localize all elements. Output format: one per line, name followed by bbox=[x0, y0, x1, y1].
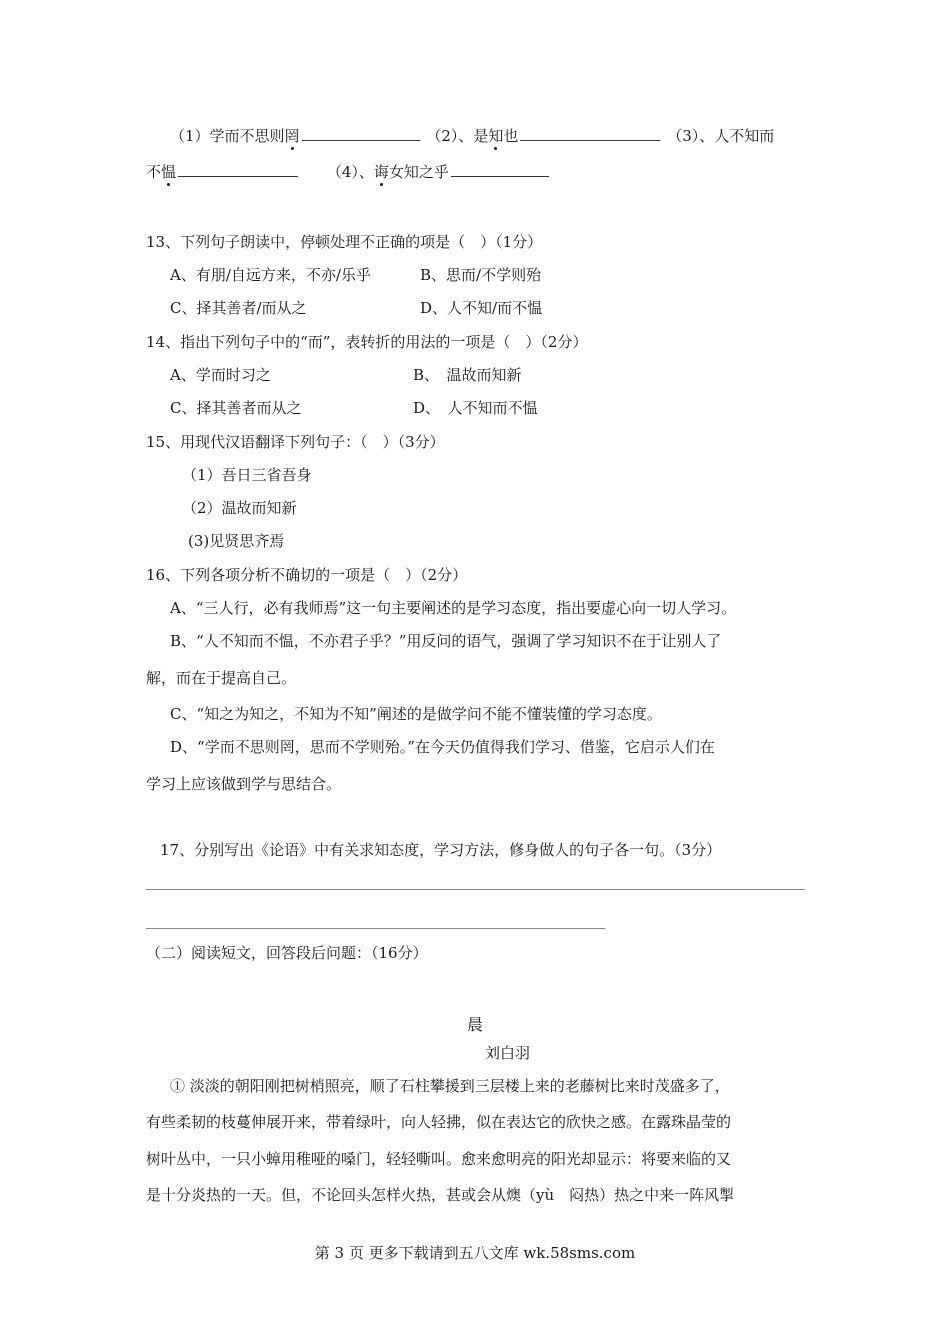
q12-fill-line-1 bbox=[170, 125, 774, 147]
q12-item2-suffix: 也 bbox=[503, 127, 519, 145]
q17-stem: 17、分别写出《论语》中有关求知态度，学习方法，修身做人的句子各一句。（3分） bbox=[160, 841, 722, 859]
q14-stem: 14、指出下列句子中的“而”，表转折的用法的一项是（ ）（2分） bbox=[146, 333, 588, 351]
q14-option-a: A、学而时习之 bbox=[170, 366, 271, 384]
essay-title: 晨 bbox=[466, 1015, 483, 1034]
q12-item3-cont: 不 bbox=[146, 163, 162, 181]
q14-option-d: D、 人不知而不愠 bbox=[413, 399, 538, 417]
q13-stem: 13、下列句子朗读中，停顿处理不正确的项是（ ）（1分） bbox=[146, 233, 543, 251]
q12-item2-char: 知 bbox=[488, 127, 504, 145]
essay-author: 刘白羽 bbox=[485, 1044, 531, 1062]
q13-option-b: B、思而/不学则殆 bbox=[420, 266, 542, 284]
q17-answer-line-2[interactable] bbox=[146, 928, 605, 929]
q12-fill-line-2 bbox=[146, 161, 551, 183]
q12-item3-blank[interactable] bbox=[178, 161, 298, 177]
q13-option-d: D、人不知/而不愠 bbox=[420, 299, 543, 317]
q12-item4-suffix: 女知之乎 bbox=[388, 163, 449, 181]
essay-paragraph-1-line-2: 有些柔韧的枝蔓伸展开来，带着绿叶，向人轻拂，似在表达它的欣快之感。在露珠晶莹的 bbox=[146, 1113, 732, 1131]
q12-item1-char: 罔 bbox=[284, 127, 300, 145]
q13-option-a: A、有朋/自远方来，不亦/乐乎 bbox=[170, 266, 371, 284]
essay-paragraph-1-line-3: 树叶丛中，一只小蟑用稚哑的嗓门，轻轻嘶叫。愈来愈明亮的阳光却显示：将要来临的又 bbox=[146, 1150, 732, 1168]
q12-item3-text: （3）、人不知而 bbox=[667, 127, 775, 145]
q12-item2-blank[interactable] bbox=[520, 125, 660, 141]
q15-sentence-1: （1）吾日三省吾身 bbox=[182, 466, 312, 484]
q16-option-d-line1: D、“学而不思则罔，思而不学则殆。”在今天仍值得我们学习、借鉴，它启示人们在 bbox=[170, 738, 715, 756]
q12-item2-prefix: （2）、是 bbox=[426, 127, 489, 145]
q12-item4-prefix: （4）、 bbox=[326, 163, 374, 181]
page-footer: 第 3 页 更多下载请到五八文库 wk.58sms.com bbox=[314, 1244, 636, 1262]
q15-sentence-3: (3)见贤思齐焉 bbox=[188, 532, 285, 550]
q12-item1-prefix: （1）学而不思则 bbox=[170, 127, 285, 145]
q12-item3-char: 愠 bbox=[161, 163, 177, 181]
q15-stem: 15、用现代汉语翻译下列句子：（ ）（3分） bbox=[146, 433, 445, 451]
q14-option-b: B、 温故而知新 bbox=[413, 366, 522, 384]
q14-option-c: C、择其善者而从之 bbox=[170, 399, 302, 417]
q15-sentence-2: （2）温故而知新 bbox=[182, 499, 297, 517]
q13-option-c: C、择其善者/而从之 bbox=[170, 299, 307, 317]
essay-paragraph-1-line-4: 是十分炎热的一天。但，不论回头怎样火热，甚或会从燠（yù 闷热）热之中来一阵风掣 bbox=[146, 1186, 735, 1204]
q16-option-b-line1: B、“人不知而不愠，不亦君子乎？”用反问的语气，强调了学习知识不在于让别人了 bbox=[170, 632, 722, 650]
q12-item4-char: 诲 bbox=[373, 163, 389, 181]
section2-heading: （二）阅读短文，回答段后问题：（16分） bbox=[146, 944, 428, 962]
q12-item4-blank[interactable] bbox=[451, 161, 549, 177]
q16-option-a: A、“三人行，必有我师焉”这一句主要阐述的是学习态度，指出要虚心向一切人学习。 bbox=[170, 599, 737, 617]
q16-option-c: C、“知之为知之，不知为不知”阐述的是做学问不能不懂装懂的学习态度。 bbox=[170, 705, 662, 723]
q12-item1-blank[interactable] bbox=[302, 125, 420, 141]
q16-stem: 16、下列各项分析不确切的一项是（ ）（2分） bbox=[146, 566, 468, 584]
q16-option-d-line2: 学习上应该做到学与思结合。 bbox=[146, 775, 342, 793]
q16-option-b-line2: 解，而在于提高自己。 bbox=[146, 669, 297, 687]
essay-paragraph-1-line-1: ① 淡淡的朝阳刚把树梢照亮，顺了石柱攀援到三层楼上来的老藤树比来时茂盛多了， bbox=[170, 1077, 730, 1095]
q17-answer-line-1[interactable] bbox=[146, 889, 805, 890]
